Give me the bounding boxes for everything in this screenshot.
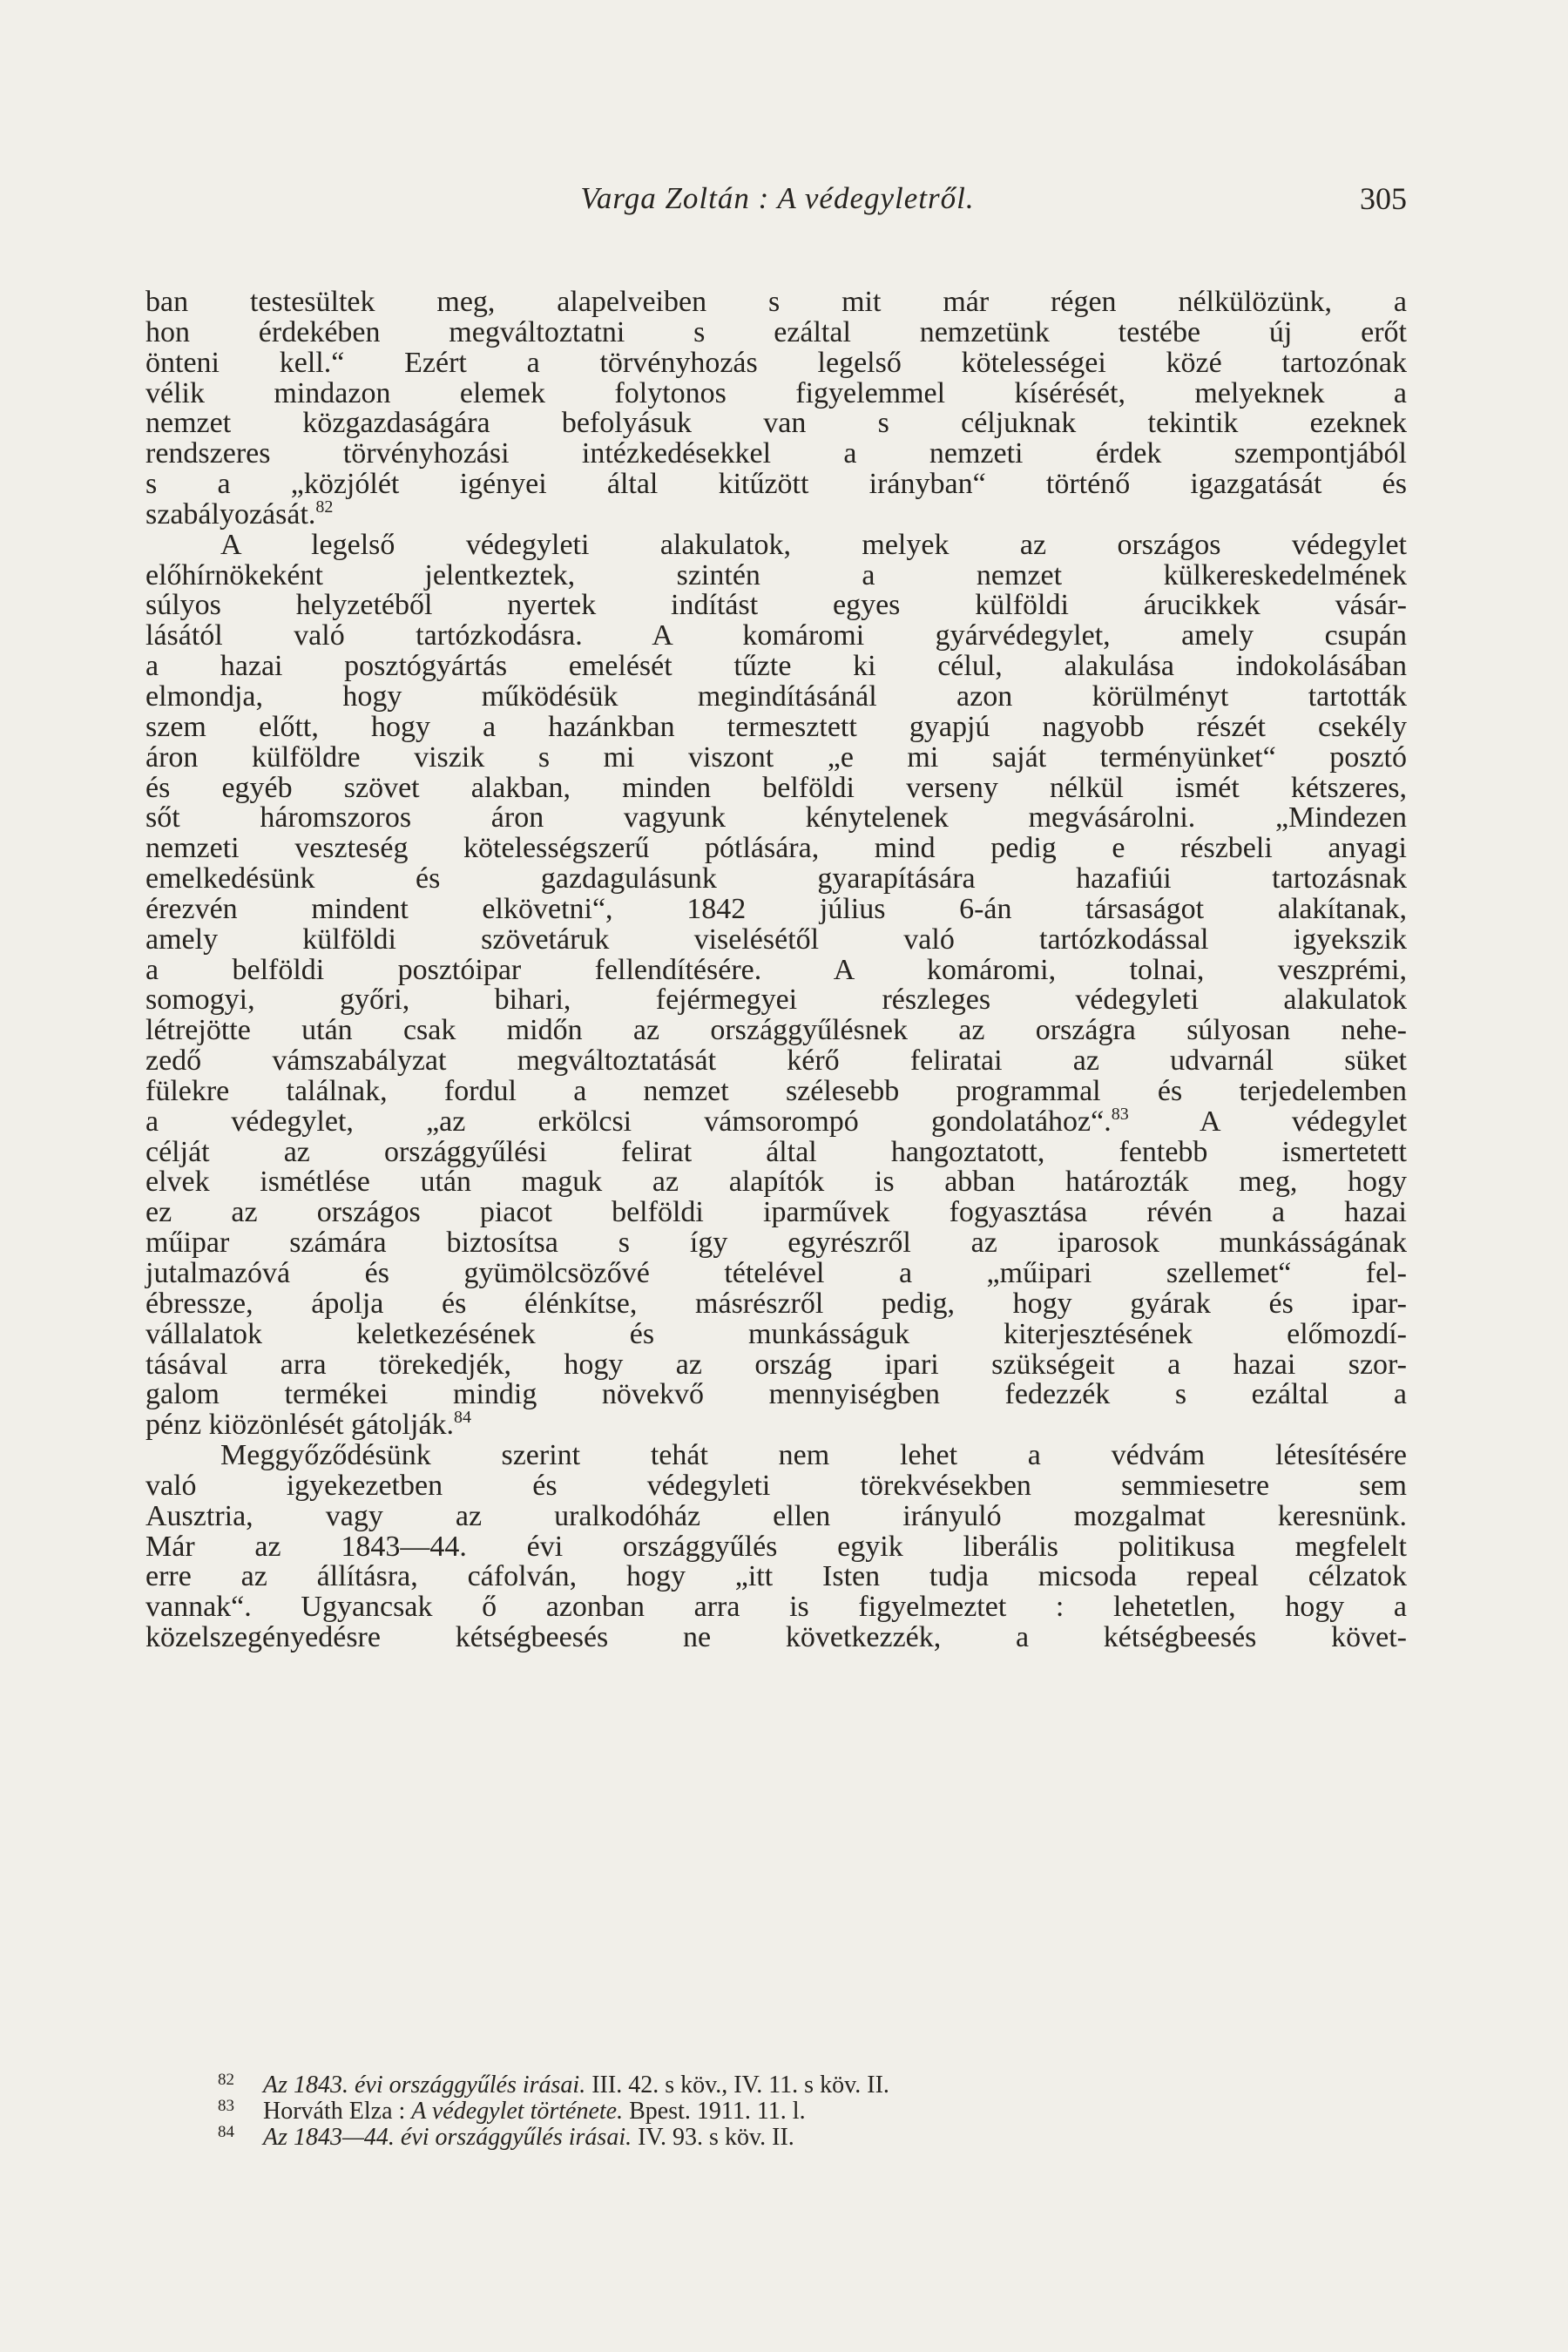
text-line: jutalmazóvá és gyümölcsözővé tételével a „műipari szellemet“ fel- (145, 1257, 1407, 1289)
line-text: pénz kiözönlését gátolják. (145, 1409, 455, 1442)
text-line: amely külföldi szövetáruk viselésétől való tartózkodással igyekszik (145, 923, 1407, 956)
footnote-number: 83 (218, 2097, 234, 2115)
text-line (145, 1104, 1408, 1138)
footnote-title: Az 1843—44. évi országgyűlés irásai. (263, 2124, 632, 2151)
footnote-ref: 82 (315, 497, 334, 517)
footnote-text: Bpest. 1911. 11. l. (623, 2098, 806, 2125)
footnote-number: 82 (218, 2071, 234, 2089)
footnote-ref: 83 (1111, 1104, 1129, 1124)
footnote-author: Horváth Elza : (263, 2098, 412, 2125)
text-line: vállalatok keletkezésének és munkásságuk kiterjesztésének előmozdí- (145, 1317, 1407, 1350)
footnote-title: Az 1843. évi országgyűlés irásai. (263, 2072, 586, 2099)
text-line: rendszeres törvényhozási intézkedésekkel a nemzeti érdek szempontjából (145, 437, 1407, 470)
text-line: való igyekezetben és védegyleti törekvésekben semmiesetre sem (145, 1469, 1407, 1502)
footnote (218, 2119, 1368, 2151)
page-number: 305 (1360, 181, 1407, 216)
running-title: Varga Zoltán : A védegyletről. (580, 181, 975, 215)
text-line: tásával arra törekedjék, hogy az ország ipari szükségeit a hazai szor- (145, 1348, 1407, 1381)
text-line: hon érdekében megváltoztatni s ezáltal nemzetünk testébe új erőt (145, 315, 1407, 348)
text-line: és egyéb szövet alakban, minden belföldi verseny nélkül ismét kétszeres, (145, 771, 1407, 804)
text-line: vannak“. Ugyancsak ő azonban arra is figyelmeztet : lehetetlen, hogy a (145, 1591, 1407, 1624)
text-line: a hazai posztógyártás emelését tűzte ki célul, alakulása indokolásában (145, 650, 1407, 683)
text-line: A legelső védegyleti alakulatok, melyek az országos védegylet (220, 528, 1407, 561)
text-line: vélik mindazon elemek folytonos figyelemmel kísérését, melyeknek a (145, 376, 1407, 409)
text-line: ban testesültek meg, alapelveiben s mit már régen nélkülözünk, a (145, 286, 1407, 318)
line-text: a védegylet, „az erkölcsi vámsorompó gondolatához“. (145, 1105, 1112, 1138)
line-text: szabályozását. (145, 497, 316, 531)
text-line: erre az állításra, cáfolván, hogy „itt Isten tudja micsoda repeal célzatok (145, 1560, 1407, 1593)
text-line: emelkedésünk és gazdagulásunk gyarapítására hazafiúi tartozásnak (145, 862, 1407, 896)
text-line: ez az országos piacot belföldi iparművek fogyasztása révén a hazai (145, 1196, 1407, 1229)
footnote (218, 2067, 1368, 2099)
footnote-number: 84 (218, 2123, 234, 2141)
text-line: érezvén mindent elkövetni“, 1842 július 6-án társaságot alakítanak, (145, 892, 1407, 925)
text-line (145, 497, 1407, 531)
line-text: A védegylet (1128, 1105, 1408, 1138)
text-line: önteni kell.“ Ezért a törvényhozás legelső kötelességei közé tartozónak (145, 346, 1407, 379)
footnote (218, 2093, 1368, 2125)
footnotes (218, 2067, 1368, 2151)
text-line: nemzet közgazdaságára befolyásuk van s céljuknak tekintik ezeknek (145, 407, 1407, 440)
footnote-text: III. 42. s köv., IV. 11. s köv. II. (585, 2072, 889, 2099)
text-line: műipar számára biztosítsa s így egyrészről az iparosok munkásságának (145, 1227, 1407, 1260)
text-line: s a „közjólét igényei által kitűzött irányban“ történő igazgatását és (145, 468, 1407, 501)
text-line: szem előtt, hogy a hazánkban termesztett gyapjú nagyobb részét csekély (145, 710, 1407, 743)
footnote-ref: 84 (454, 1408, 472, 1428)
footnote-text: IV. 93. s köv. II. (632, 2124, 794, 2151)
text-line: Meggyőződésünk szerint tehát nem lehet a védvám létesítésére (220, 1439, 1407, 1472)
text-line: előhírnökeként jelentkeztek, szintén a nemzet külkereskedelmének (145, 558, 1407, 591)
text-line: ébressze, ápolja és élénkítse, másrészről pedig, hogy gyárak és ipar- (145, 1287, 1407, 1320)
text-line: elmondja, hogy működésük megindításánál azon körülményt tartották (145, 679, 1407, 713)
text-line: galom termékei mindig növekvő mennyiségben fedezzék s ezáltal a (145, 1378, 1407, 1411)
text-line (145, 1410, 1407, 1441)
text-line: Ausztria, vagy az uralkodóház ellen irányuló mozgalmat keresnünk. (145, 1499, 1407, 1532)
text-line: somogyi, győri, bihari, fejérmegyei részleges védegyleti alakulatok (145, 983, 1407, 1017)
text-line: Már az 1843—44. évi országgyűlés egyik liberális politikusa megfelelt (145, 1530, 1407, 1563)
text-line: célját az országgyűlési felirat által hangoztatott, fentebb ismertetett (145, 1135, 1407, 1168)
text-line: zedő vámszabályzat megváltoztatását kérő feliratai az udvarnál süket (145, 1044, 1407, 1078)
text-line: súlyos helyzetéből nyertek indítást egyes külföldi árucikkek vásár- (145, 589, 1407, 622)
text-line: elvek ismétlése után maguk az alapítók is abban határozták meg, hogy (145, 1166, 1407, 1199)
text-line: sőt háromszoros áron vagyunk kénytelenek megvásárolni. „Mindezen (145, 801, 1407, 835)
text-line: fülekre találnak, fordul a nemzet szélesebb programmal és terjedelemben (145, 1074, 1407, 1107)
running-head (148, 177, 1407, 220)
body-text (145, 287, 1407, 1653)
footnote-title: A védegylet története. (411, 2098, 624, 2125)
text-line: lásától való tartózkodásra. A komáromi gyárvédegylet, amely csupán (145, 619, 1407, 652)
text-line: közelszegényedésre kétségbeesés ne következzék, a kétségbeesés követ- (145, 1621, 1407, 1654)
text-line: áron külföldre viszik s mi viszont „e mi saját terményünket“ posztó (145, 740, 1407, 774)
text-line: nemzeti veszteség kötelességszerű pótlására, mind pedig e részbeli anyagi (145, 832, 1407, 865)
text-line: a belföldi posztóipar fellendítésére. A komáromi, tolnai, veszprémi, (145, 953, 1407, 986)
text-line: létrejötte után csak midőn az országgyűlésnek az országra súlyosan nehe- (145, 1014, 1407, 1047)
